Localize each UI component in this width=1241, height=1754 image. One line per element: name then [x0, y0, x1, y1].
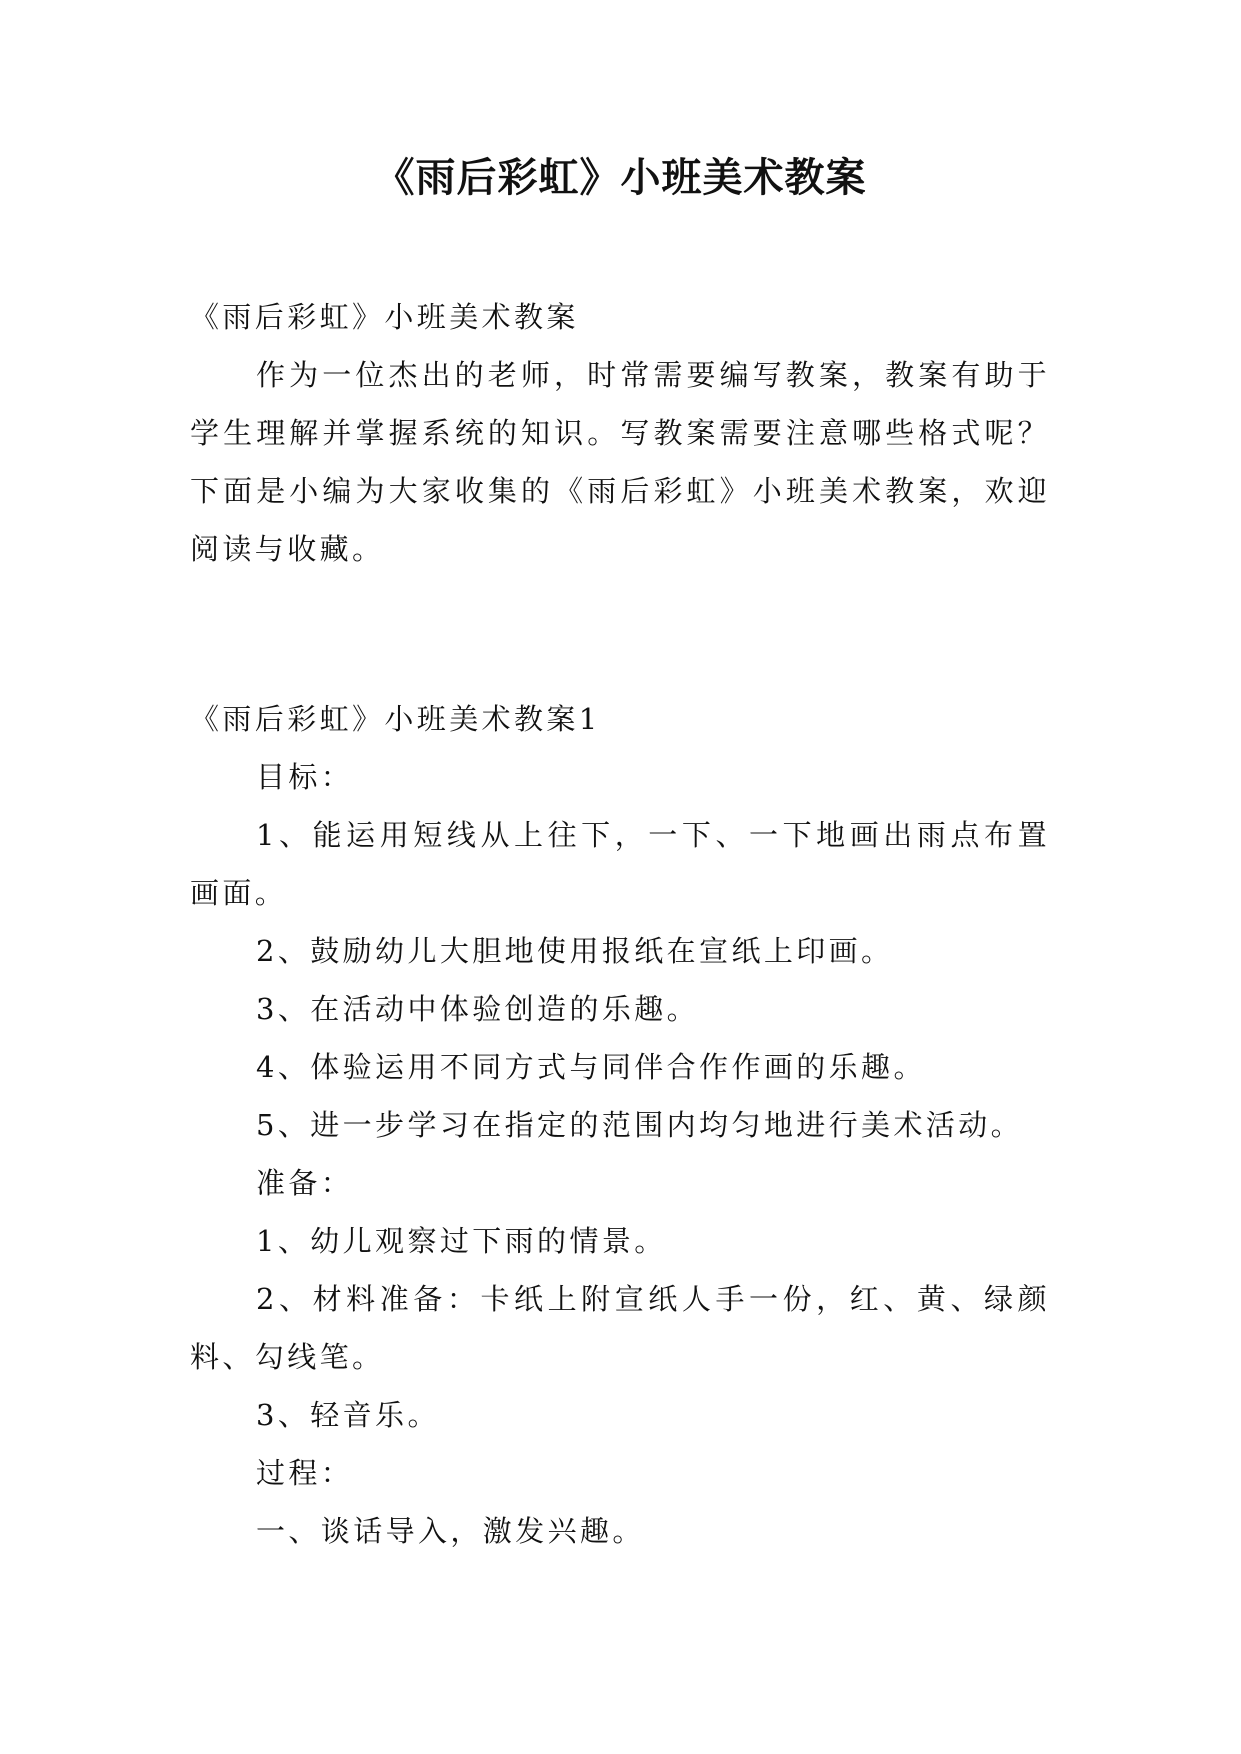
- goal-item: 4、体验运用不同方式与同伴合作作画的乐趣。: [256, 1050, 926, 1084]
- lesson-plan-1: [190, 690, 1050, 1560]
- prep-item: 2、材料准备：卡纸上附宣纸人手一份，红、黄、绿颜料、勾线笔。: [190, 1282, 1050, 1374]
- goal-item: 1、能运用短线从上往下，一下、一下地画出雨点布置画面。: [190, 818, 1050, 910]
- intro-heading: 《雨后彩虹》小班美术教案: [190, 300, 579, 334]
- intro-paragraph: 作为一位杰出的老师，时常需要编写教案，教案有助于学生理解并掌握系统的知识。写教案需要注意哪些格式呢？下面是小编为大家收集的《雨后彩虹》小班美术教案，欢迎阅读与收藏。: [190, 358, 1050, 566]
- prep-item: 3、轻音乐。: [256, 1398, 440, 1432]
- process-item: 一、谈话导入，激发兴趣。: [256, 1514, 645, 1548]
- section-heading: 《雨后彩虹》小班美术教案1: [190, 702, 601, 736]
- document-title: 《雨后彩虹》小班美术教案: [374, 155, 867, 201]
- prep-label: 准备：: [256, 1166, 354, 1200]
- process-label: 过程：: [256, 1456, 354, 1490]
- intro-section: [190, 288, 1050, 578]
- prep-item: 1、幼儿观察过下雨的情景。: [256, 1224, 667, 1258]
- goal-item: 5、进一步学习在指定的范围内均匀地进行美术活动。: [256, 1108, 1024, 1142]
- goals-label: 目标：: [256, 760, 354, 794]
- goal-item: 2、鼓励幼儿大胆地使用报纸在宣纸上印画。: [256, 934, 894, 968]
- goal-item: 3、在活动中体验创造的乐趣。: [256, 992, 700, 1026]
